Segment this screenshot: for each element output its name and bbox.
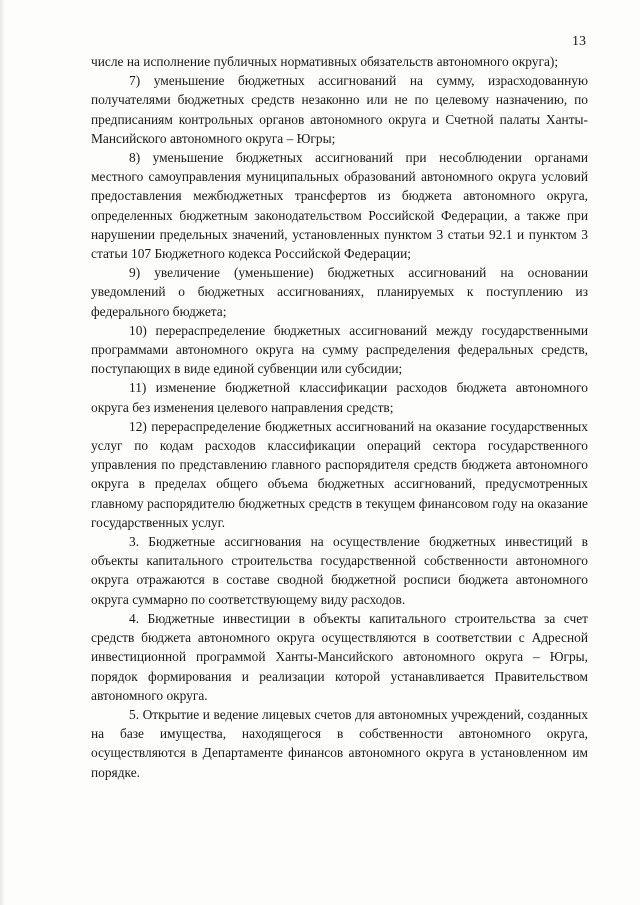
document-body (91, 52, 588, 782)
paragraph-section-5: 5. Открытие и ведение лицевых счетов для автономных учреждений, созданных на базе имущества, находящегося в собственности автономного округа, осуществляются в Департаменте финансов автономного округа в установленном им порядке. (91, 706, 588, 780)
paragraph-item-7: 7) уменьшение бюджетных ассигнований на сумму, израсходованную получателями бюджетных средств незаконно или не по целевому назначению, по предписаниям контрольных органов автономного округа и Счетной палаты Ханты-Мансийского автономного округа – Югры; (91, 73, 588, 146)
paragraph-item-9: 9) увеличение (уменьшение) бюджетных ассигнований на основании уведомлений о бюджетных ассигнованиях, планируемых к поступлению из федерального бюджета; (91, 265, 588, 319)
scan-edge (0, 0, 5, 905)
paragraph-continuation: числе на исполнение публичных нормативных обязательств автономного округа); (91, 54, 559, 69)
paragraph-section-4: 4. Бюджетные инвестиции в объекты капитального строительства за счет средств бюджета автономного округа осуществляются в соответствии с Адресной инвестиционной программой Ханты-Мансийского автономного округа – Югры, порядок формирования и реализации которой устанавливается Правительством автономного округа. (91, 610, 588, 703)
paragraph-item-8: 8) уменьшение бюджетных ассигнований при несоблюдении органами местного самоуправления муниципальных образований автономного округа условий предоставления межбюджетных трансфертов из бюджета автономного округа, определенных бюджетным законодательством Российской Федерации, а также при нарушении предельных значений, установленных пунктом 3 статьи 92.1 и пунктом 3 статьи 107 Бюджетного кодекса Российской Федерации; (91, 150, 588, 262)
paragraph-item-12: 12) перераспределение бюджетных ассигнований на оказание государственных услуг по кодам расходов классификации операций сектора государственного управления по представлению главного распорядителя средств бюджета автономного округа в пределах общего объема бюджетных ассигнований, предусмотренных главному распорядителю бюджетных средств в текущем финансовом году на оказание государственных услуг. (91, 418, 588, 530)
paragraph-item-10: 10) перераспределение бюджетных ассигнований между государственными программами автономного округа на сумму распределения федеральных средств, поступающих в виде единой субвенции или субсидии; (91, 322, 588, 377)
paragraph-section-3: 3. Бюджетные ассигнования на осуществление бюджетных инвестиций в объекты капитального строительства государственной собственности автономного округа отражаются в составе сводной бюджетной росписи бюджета автономного округа суммарно по соответствующему виду расходов. (91, 534, 588, 607)
paragraph-item-11: 11) изменение бюджетной классификации расходов бюджета автономного округа без изменения целевого направления средств; (91, 380, 588, 415)
page-number: 13 (572, 34, 586, 49)
